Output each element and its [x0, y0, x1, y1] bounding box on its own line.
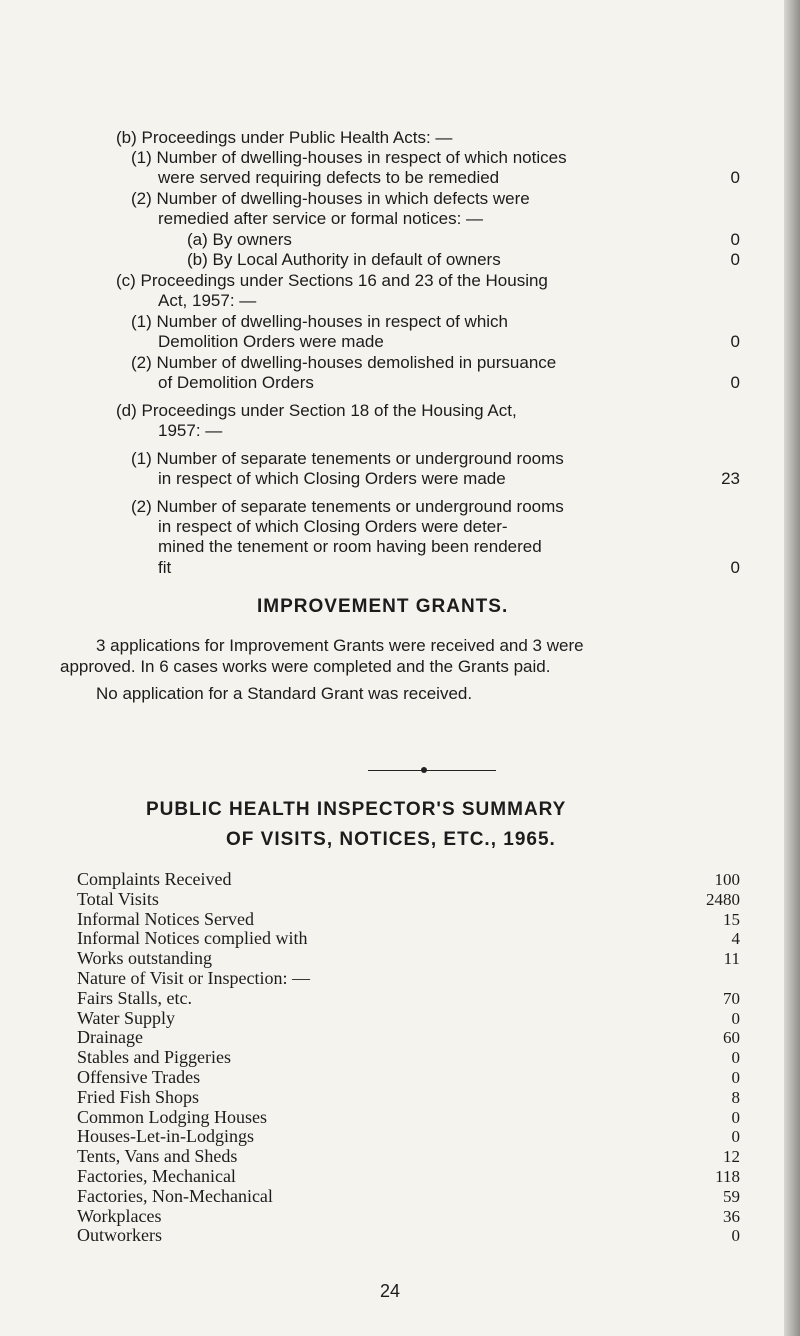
c1-value: 0: [730, 332, 740, 351]
section-c-heading-line1: (c) Proceedings under Sections 16 and 23 of the Housing: [116, 271, 548, 290]
summary-row-value: 12: [723, 1147, 740, 1166]
summary-row-value: 0: [731, 1068, 740, 1087]
section-b-heading: (b) Proceedings under Public Health Acts: —: [116, 128, 453, 147]
summary-row-value: 0: [731, 1127, 740, 1146]
c2-value: 0: [730, 373, 740, 392]
summary-row-value: 60: [723, 1028, 740, 1047]
section-d-heading-line2: 1957: —: [158, 421, 223, 440]
d2-line1: (2) Number of separate tenements or underground rooms: [131, 497, 564, 516]
summary-title-line1: PUBLIC HEALTH INSPECTOR'S SUMMARY: [146, 799, 567, 820]
d1-value: 23: [721, 469, 740, 488]
summary-row-label: Factories, Non-Mechanical: [77, 1186, 273, 1206]
summary-row-value: 118: [715, 1167, 740, 1186]
summary-row-value: 0: [731, 1226, 740, 1245]
summary-row-value: 59: [723, 1187, 740, 1206]
section-c-heading-line2: Act, 1957: —: [158, 291, 257, 310]
summary-row-label: Nature of Visit or Inspection: —: [77, 968, 311, 988]
summary-row-value: 4: [731, 929, 740, 948]
d2-line3: mined the tenement or room having been rendered: [158, 537, 542, 556]
d2-value: 0: [730, 558, 740, 577]
d2-line4: fit: [158, 558, 172, 577]
summary-row-label: Informal Notices complied with: [77, 928, 308, 948]
b2a-label: (a) By owners: [187, 230, 292, 249]
page-number: 24: [380, 1281, 401, 1301]
divider-dot: [421, 767, 427, 773]
summary-row-value: 15: [723, 910, 740, 929]
summary-row-value: 100: [714, 870, 740, 889]
summary-row-value: 36: [723, 1207, 740, 1226]
summary-row-label: Offensive Trades: [77, 1067, 201, 1087]
improvement-para-line1: 3 applications for Improvement Grants were received and 3 were: [96, 636, 584, 655]
b1-line2: were served requiring defects to be remedied: [158, 168, 500, 187]
divider-rule: [368, 770, 496, 771]
page-edge-shadow: [784, 0, 800, 1336]
summary-row-label: Fried Fish Shops: [77, 1087, 200, 1107]
d1-line2: in respect of which Closing Orders were made: [158, 469, 506, 488]
summary-row-label: Total Visits: [77, 889, 159, 909]
summary-row-label: Common Lodging Houses: [77, 1107, 268, 1127]
b1-line1: (1) Number of dwelling-houses in respect of which notices: [131, 148, 567, 167]
c2-line1: (2) Number of dwelling-houses demolished in pursuance: [131, 353, 557, 372]
summary-row-label: Stables and Piggeries: [77, 1047, 231, 1067]
summary-row-label: Tents, Vans and Sheds: [77, 1146, 238, 1166]
summary-title-line2: OF VISITS, NOTICES, ETC., 1965.: [226, 829, 556, 850]
summary-row-label: Drainage: [77, 1027, 143, 1047]
d2-line2: in respect of which Closing Orders were deter-: [158, 517, 508, 536]
summary-row-value: 11: [723, 949, 740, 968]
summary-row-label: Factories, Mechanical: [77, 1166, 236, 1186]
b2b-value: 0: [730, 250, 740, 269]
b2-line1: (2) Number of dwelling-houses in which defects were: [131, 189, 530, 208]
summary-row-value: 0: [731, 1108, 740, 1127]
summary-row-label: Outworkers: [77, 1225, 162, 1245]
summary-row-value: 70: [723, 989, 740, 1008]
b1-value: 0: [730, 168, 740, 187]
summary-row-value: 2480: [706, 890, 740, 909]
c1-line2: Demolition Orders were made: [158, 332, 384, 351]
summary-row-value: 0: [731, 1009, 740, 1028]
b2a-value: 0: [730, 230, 740, 249]
summary-row-label: Water Supply: [77, 1008, 176, 1028]
summary-row-label: Workplaces: [77, 1206, 162, 1226]
summary-row-value: 0: [731, 1048, 740, 1067]
summary-row-label: Works outstanding: [77, 948, 213, 968]
summary-row-label: Complaints Received: [77, 869, 232, 889]
d1-line1: (1) Number of separate tenements or underground rooms: [131, 449, 564, 468]
improvement-para-line2: approved. In 6 cases works were completed and the Grants paid.: [60, 657, 551, 676]
improvement-grants-title: IMPROVEMENT GRANTS.: [257, 596, 509, 617]
improvement-para-line3: No application for a Standard Grant was received.: [96, 684, 473, 703]
summary-row-label: Informal Notices Served: [77, 909, 254, 929]
c1-line1: (1) Number of dwelling-houses in respect of which: [131, 312, 509, 331]
b2b-label: (b) By Local Authority in default of owners: [187, 250, 501, 269]
summary-row-label: Houses-Let-in-Lodgings: [77, 1126, 254, 1146]
summary-row-value: 8: [731, 1088, 740, 1107]
c2-line2: of Demolition Orders: [158, 373, 314, 392]
summary-row-label: Fairs Stalls, etc.: [77, 988, 192, 1008]
section-d-heading-line1: (d) Proceedings under Section 18 of the Housing Act,: [116, 401, 517, 420]
b2-line2: remedied after service or formal notices: —: [158, 209, 484, 228]
